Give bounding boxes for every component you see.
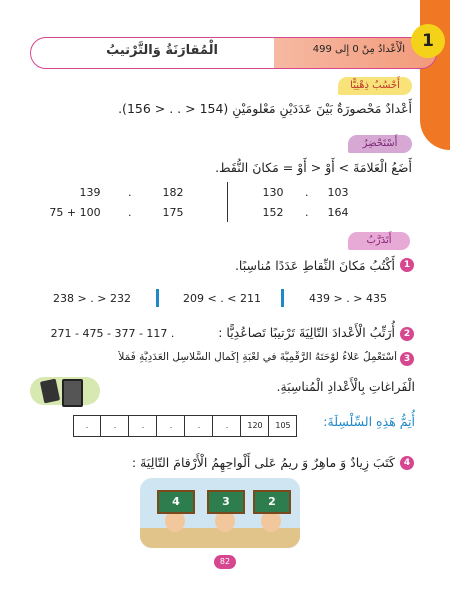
exercise-1-instruction: أَكْتُبُ مَكانَ النِّقاطِ عَدَدًا مُناسِبًا. bbox=[234, 258, 395, 273]
think-text: أَعْدادٌ مَحْصورَةٌ بَيْنَ عَدَدَيْنِ مَعْلومَيْنِ (154 < . . < 156). bbox=[118, 101, 412, 116]
exercise-4-instruction: كَتَبَ زِيادٌ وَ ماهِرٌ وَ ريمُ عَلى أَلْواحِهِمُ الْأَرْقامَ التّالِيَةَ : bbox=[131, 455, 395, 470]
unit-number-badge: 1 bbox=[411, 24, 445, 58]
board-maher: 3 bbox=[207, 490, 245, 514]
recall-right-row0-b: 103 bbox=[327, 186, 349, 199]
recall-instruction: أَضَعُ الْعَلامَةَ > أَوْ < أَوْ = مَكانَ النُّقَط. bbox=[215, 160, 412, 175]
recall-left-row1-b: 182 bbox=[162, 186, 184, 199]
series-cell: . bbox=[100, 416, 129, 436]
tag-mental-math: أَحْسُبُ ذِهْنِيًّا bbox=[338, 77, 412, 95]
recall-right-row0-a: 130 bbox=[262, 186, 284, 199]
exercise-3-line2: الْفَراغاتِ بِالْأَعْدادِ الْمُناسِبَةِ. bbox=[276, 379, 415, 394]
series-cell: . bbox=[156, 416, 185, 436]
recall-left-row0-a: 75 + 100 bbox=[49, 206, 101, 219]
complete-series-label: أُتِمُّ هَذِهِ السِّلْسِلَةَ: bbox=[323, 414, 415, 429]
series-cell: . bbox=[128, 416, 157, 436]
exercise-3-number: 3 bbox=[400, 352, 414, 366]
ex1-sequence-1: 238 > . > 232 bbox=[53, 292, 131, 305]
tablet-screen-icon bbox=[62, 379, 83, 407]
exercise-4-number: 4 bbox=[400, 456, 414, 470]
corner-decoration bbox=[420, 0, 450, 150]
exercise-2-number: 2 bbox=[400, 327, 414, 341]
page-number: 82 bbox=[214, 555, 236, 569]
recall-divider bbox=[227, 182, 228, 222]
tag-recall: أَسْتَحْضِرُ bbox=[348, 135, 412, 153]
recall-right-row1-b: 164 bbox=[327, 206, 349, 219]
exercise-2-numbers: 271 - 475 - 377 - 117 . bbox=[50, 327, 175, 340]
exercise-2-instruction: أُرَتِّبُ الْأَعْدادَ التّالِيَةَ تَرْتيبًا تَصاعُدِيًّا : bbox=[218, 325, 395, 340]
series-box bbox=[73, 415, 297, 437]
exercise-3-line1: أَسْتَعْمِلُ عَلاءُ لَوْحَتَهُ الرَّقْمِيَّةَ في لُعْبَةِ إِكْمالِ السَّلاسِلِ الْعَدَدِيَّةِ فَمَلَأَ bbox=[118, 351, 397, 363]
ex1-sequence-3: 439 > . > 435 bbox=[309, 292, 387, 305]
series-cell: . bbox=[184, 416, 213, 436]
ex1-separator-1 bbox=[156, 289, 159, 307]
tag-practice: أَتَدَرَّبُ bbox=[348, 232, 410, 250]
board-ziyad: 4 bbox=[157, 490, 195, 514]
recall-right-row1-a: 152 bbox=[262, 206, 284, 219]
recall-left-row0-b: 175 bbox=[162, 206, 184, 219]
series-cell: . bbox=[85, 421, 89, 430]
series-cell: . bbox=[212, 416, 241, 436]
series-cell: 105 bbox=[268, 416, 297, 436]
ex1-separator-2 bbox=[281, 289, 284, 307]
series-cell: 120 bbox=[240, 416, 269, 436]
unit-title: الْأَعْدادُ مِنْ 0 إِلى 499 bbox=[312, 44, 405, 55]
ex1-sequence-2: 209 < . < 211 bbox=[183, 292, 261, 305]
recall-left-row1-a: 139 bbox=[79, 186, 101, 199]
exercise-1-number: 1 bbox=[400, 258, 414, 272]
board-reem: 2 bbox=[253, 490, 291, 514]
lesson-title: الْمُقارَنَةُ وَالتَّرْتيبُ bbox=[106, 43, 218, 58]
